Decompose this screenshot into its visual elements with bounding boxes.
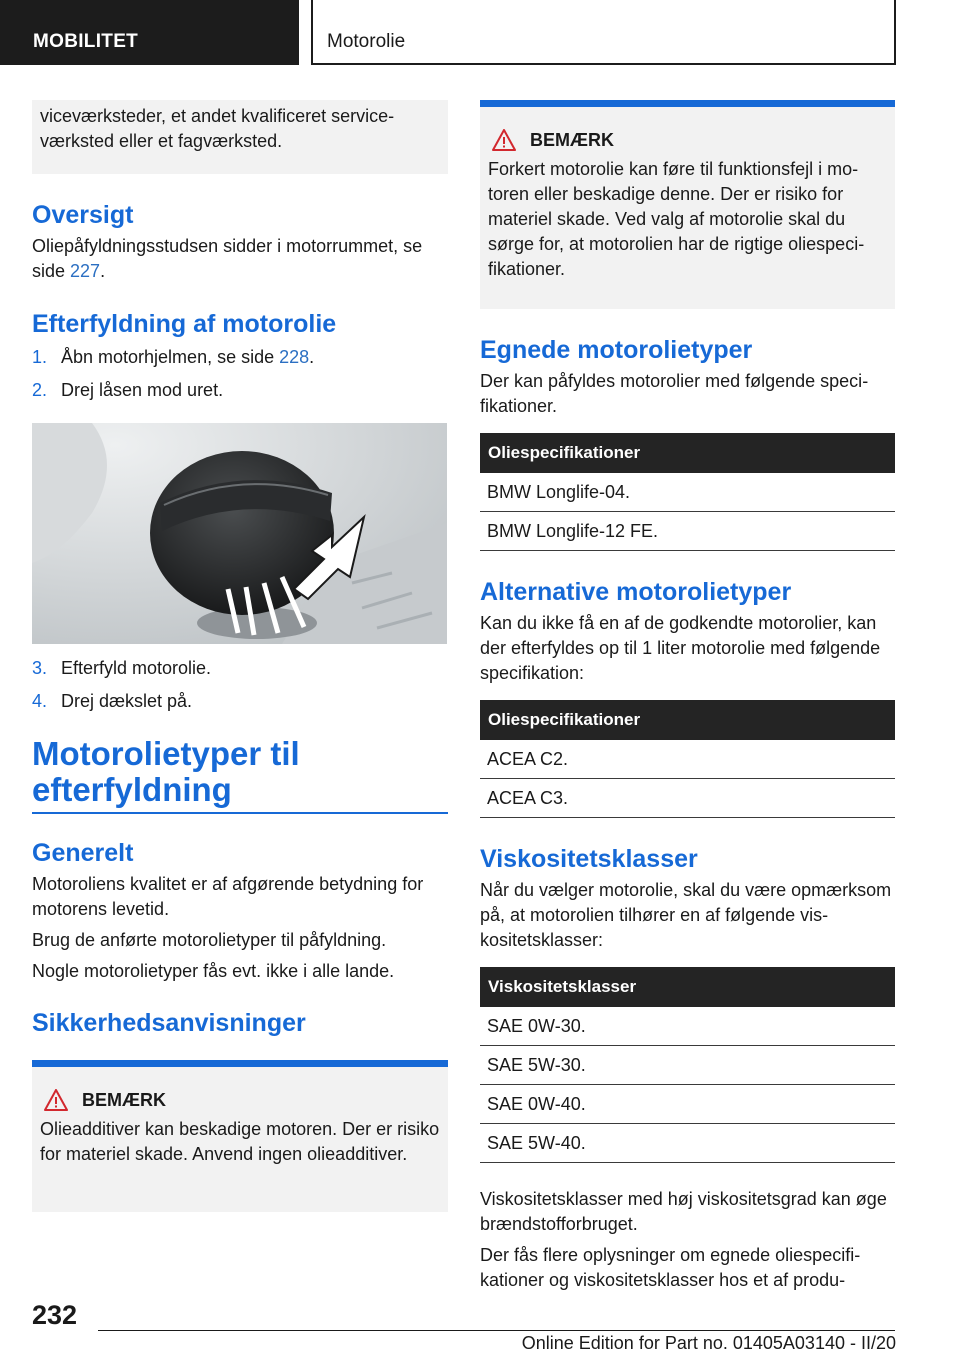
table-row: SAE 0W-40. [480,1085,895,1124]
viscosity-text-3: Der fås flere oplysninger om egnede oliespecifikationer og viskositetsklasser hos et af produ- [480,1245,861,1290]
viscosity-text-2: Viskositetsklasser med høj viskositetsgrad kan øge brændstofforbruget. [480,1189,887,1234]
alternative-text: Kan du ikke få en af de godkendte motorolier, kan der efterfyldes op til 1 liter motorolie med følgende specifikation: [480,613,881,683]
list-item: 3. Efterfyld motorolie. [32,658,212,678]
overview-heading: Oversigt [32,201,134,229]
note-text: Forkert motorolie kan føre til funktionsfejl i motoren eller beskadige denne. Der er risiko for materiel skade. Ved valg af motorolie skal du sørge for, at motorolien har de rigtige oliespecifikationer. [488,159,865,279]
edition-note: Online Edition for Part no. 01405A03140 - II/20 [521,1333,896,1353]
note-header [40,1089,440,1111]
steps-list-b [32,656,448,714]
note-label: BEMÆRK [82,1089,166,1110]
note-text: Olieadditiver kan beskadige motoren. Der er risiko for materiel skade. Anvend ingen olieadditiver. [40,1119,440,1164]
general-text-3: Nogle motorolietyper fås evt. ikke i alle lande. [32,961,395,981]
overview-text: Oliepåfyldningsstudsen sidder i motorrummet, se side 227. [32,236,423,281]
page-link-228[interactable]: 228 [279,347,310,367]
general-text-1: Motoroliens kvalitet er af afgørende betydning for motorens levetid. [32,874,424,919]
table-row: ACEA C3. [480,779,895,818]
list-item: 2. Drej låsen mod uret. [32,380,224,400]
viscosity-table [480,967,895,1163]
chapter-heading: Motorolietyper til efterfyldning [32,736,448,814]
right-column [480,100,895,1293]
safety-heading: Sikkerhedsanvisninger [32,1009,306,1037]
table-row: BMW Longlife-04. [480,473,895,512]
note-label: BEMÆRK [530,129,614,150]
page-number: 232 [32,1300,78,1330]
general-heading: Generelt [32,839,134,867]
table-header: Oliespecifikationer [480,700,895,740]
oil-spec-table-1 [480,433,895,551]
general-text-2: Brug de anførte motorolietyper til påfyldning. [32,930,387,950]
section-tab: MOBILITET [0,0,299,65]
table-row: BMW Longlife-12 FE. [480,512,895,551]
note-box-additives [32,1060,448,1212]
note-header [488,129,887,151]
suitable-heading: Egnede motorolietyper [480,336,753,364]
warning-icon [492,129,516,151]
intro-box [32,100,448,174]
viscosity-heading: Viskositetsklasser [480,845,698,873]
table-row: SAE 5W-30. [480,1046,895,1085]
note-box-wrong-oil [480,100,895,309]
topic-title: Motorolie [311,0,896,65]
footer-divider [98,1330,895,1331]
refill-heading: Efterfyldning af motorolie [32,310,337,338]
intro-text: viceværksteder, et andet kvalificeret serviceværksted eller et fagværksted. [40,106,395,151]
table-header: Viskositetsklasser [480,967,895,1007]
table-row: ACEA C2. [480,740,895,779]
page-link-227[interactable]: 227 [70,261,101,281]
viscosity-text: Når du vælger motorolie, skal du være opmærksom på, at motorolien tilhører en af følgende viskositetsklasser: [480,880,892,950]
list-item: 4. Drej dækslet på. [32,691,193,711]
oil-cap-illustration [32,423,447,644]
warning-icon [44,1089,68,1111]
table-row: SAE 5W-40. [480,1124,895,1163]
steps-list-a [32,345,448,403]
oil-cap-photo [32,423,447,644]
left-column [32,100,448,1212]
oil-spec-table-2 [480,700,895,818]
table-header: Oliespecifikationer [480,433,895,473]
list-item: 1. Åbn motorhjelmen, se side 228. [32,347,315,367]
suitable-text: Der kan påfyldes motorolier med følgende specifikationer. [480,371,869,416]
table-row: SAE 0W-30. [480,1007,895,1046]
alternative-heading: Alternative motorolietyper [480,578,792,606]
